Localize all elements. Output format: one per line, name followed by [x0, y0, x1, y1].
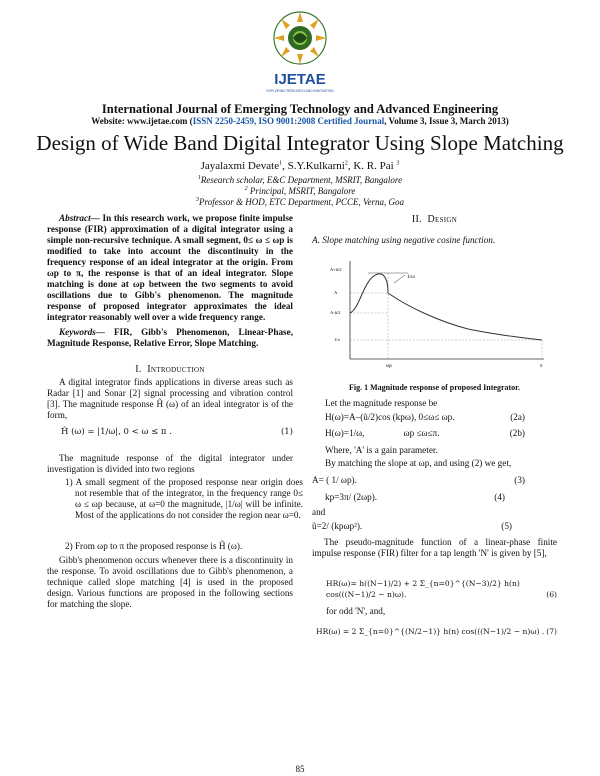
equation-2a: H(ω)=A–(ũ/2)cos (kpω), 0≤ω≤ ωp. (2a): [325, 412, 525, 422]
y-tick-label: A: [334, 290, 338, 295]
subsection-heading: A. Slope matching using negative cosine function.: [312, 235, 496, 245]
y-tick-label: A-ũ/2: [330, 310, 341, 315]
equation-6: HR(ω)= h((N−1)/2) + 2 Σ_{n=0}^{(N−3)/2} h(n) cos(((N−1)/2 − n)ω). (6): [326, 579, 557, 599]
list-item: 2) From ωp to π the proposed response is H̃ (ω).: [65, 541, 243, 551]
logo-text: IJETAE: [274, 71, 326, 88]
intro-paragraph-2: The magnitude response of the digital integrator under investigation is divided into two regions: [47, 453, 293, 474]
odd-n-text: for odd 'N', and,: [326, 606, 386, 616]
paper-title: Design of Wide Band Digital Integrator Using Slope Matching: [36, 131, 564, 155]
y-tick-label: A+ũ/2: [330, 267, 342, 272]
design-paragraph-2: Where, 'A' is a gain parameter.: [325, 445, 438, 455]
page-number: 85: [295, 764, 305, 774]
equation-7: HR(ω) = 2 Σ_{n=0}^{(N/2−1)} h(n) cos(((N−1)/2 − n)ω) . (7): [316, 627, 557, 636]
affiliation-3: $^3$Professor & HOD, ETC Department, PCCE, Verna, Goa: [196, 197, 404, 207]
issn-link[interactable]: ISSN 2250-2459, ISO 9001:2008 Certified Journal: [192, 116, 385, 126]
logo-tagline: EXPLORING RESEARCH AND INNOVATION: [266, 89, 334, 93]
logo-emblem-icon: [274, 12, 326, 64]
website-line: Website: www.ijetae.com (ISSN 2250-2459, ISO 9001:2008 Certified Journal, Volume 3, Issue 3, March 2013): [91, 116, 509, 126]
equation-5: ũ=2/ (kpωp²). (5): [312, 521, 512, 531]
design-paragraph-3: By matching the slope at ωp, and using (2) we get,: [325, 458, 512, 468]
journal-name: International Journal of Emerging Technology and Advanced Engineering: [101, 102, 499, 116]
x-tick-label: π: [540, 364, 543, 369]
and-text: and: [312, 507, 326, 517]
list-item: 1) A small segment of the proposed response near origin does not resemble that of the integrator, in the frequency range 0≤ ω ≤ ωp because, at ω=0 the magnitude, |1/ω| will be infinite. Most of the applications do not consider the region near ω=0.: [65, 477, 303, 520]
intro-paragraph-1: A digital integrator finds applications in diverse areas such as Radar [1] and Sonar [2] signal processing and vibration control [3]. The magnitude response H̃ (ω) of an ideal integrator is of the form,: [47, 377, 293, 420]
author-list: Jayalaxmi Devate$^1$, S.Y.Kulkarni$^2$, K. R. Pai $^3$: [200, 160, 400, 172]
keywords: Keywords— FIR, Gibb's Phenomenon, Linear-Phase, Magnitude Response, Relative Error, Slope Matching.: [47, 327, 293, 348]
section-heading-introduction: I. Introduction: [135, 364, 205, 375]
x-tick-label: ωp: [386, 364, 392, 369]
intro-paragraph-3: Gibb's phenomenon occurs whenever there is a discontinuity in the response. To avoid oscillations due to Gibb's phenomenon, a technique called slope matching [4] is used in the proposed design. Various functions are proposed in the following sections for matching the slope.: [47, 555, 293, 609]
affiliation-1: $^1$Research scholar, E&C Department, MSRIT, Bangalore: [197, 175, 403, 185]
equation-1: H̃ (ω) = |1/ω|, 0 < ω ≤ π . (1): [61, 427, 293, 437]
design-paragraph-4: The pseudo-magnitude function of a linear-phase finite impulse response (FIR) filter for a tap length 'N' is given by [5],: [312, 537, 557, 558]
curve-label: 1/ω: [407, 274, 415, 280]
y-tick-label: 1/π: [334, 337, 340, 342]
equation-3: A= ( 1/ ωp). (3): [312, 475, 525, 485]
design-paragraph-1: Let the magnitude response be: [325, 398, 438, 408]
magnitude-curve: [350, 274, 542, 340]
figure-1-plot: [328, 257, 548, 372]
equation-2b: H(ω)=1/ω, ωp ≤ω≤π. (2b): [325, 428, 525, 438]
abstract: Abstract— In this research work, we propose finite impulse response (FIR) approximation of a digital integrator using a simple non-recursive technique. A small segment, 0≤ ω ≤ ωp is modified to take into account the discontinuity in the frequency response of an ideal integrator at the origin. From ωp to π, the response is that of an ideal integrator. Slope matching is done at ωp between the two segments to avoid oscillations due to Gibb's phenomenon. The magnitude response of proposed integrator approximates the ideal integrator reasonably well over a wide frequency range.: [47, 213, 293, 322]
figure-caption: Fig. 1 Magnitude response of proposed Integrator.: [349, 383, 520, 392]
affiliation-2: $^2$ Principal, MSRIT, Bangalore: [244, 186, 356, 196]
section-heading-design: II. Design: [411, 214, 458, 225]
journal-logo: [265, 8, 335, 100]
equation-4: kp=3π/ (2ωp). (4): [325, 492, 505, 502]
